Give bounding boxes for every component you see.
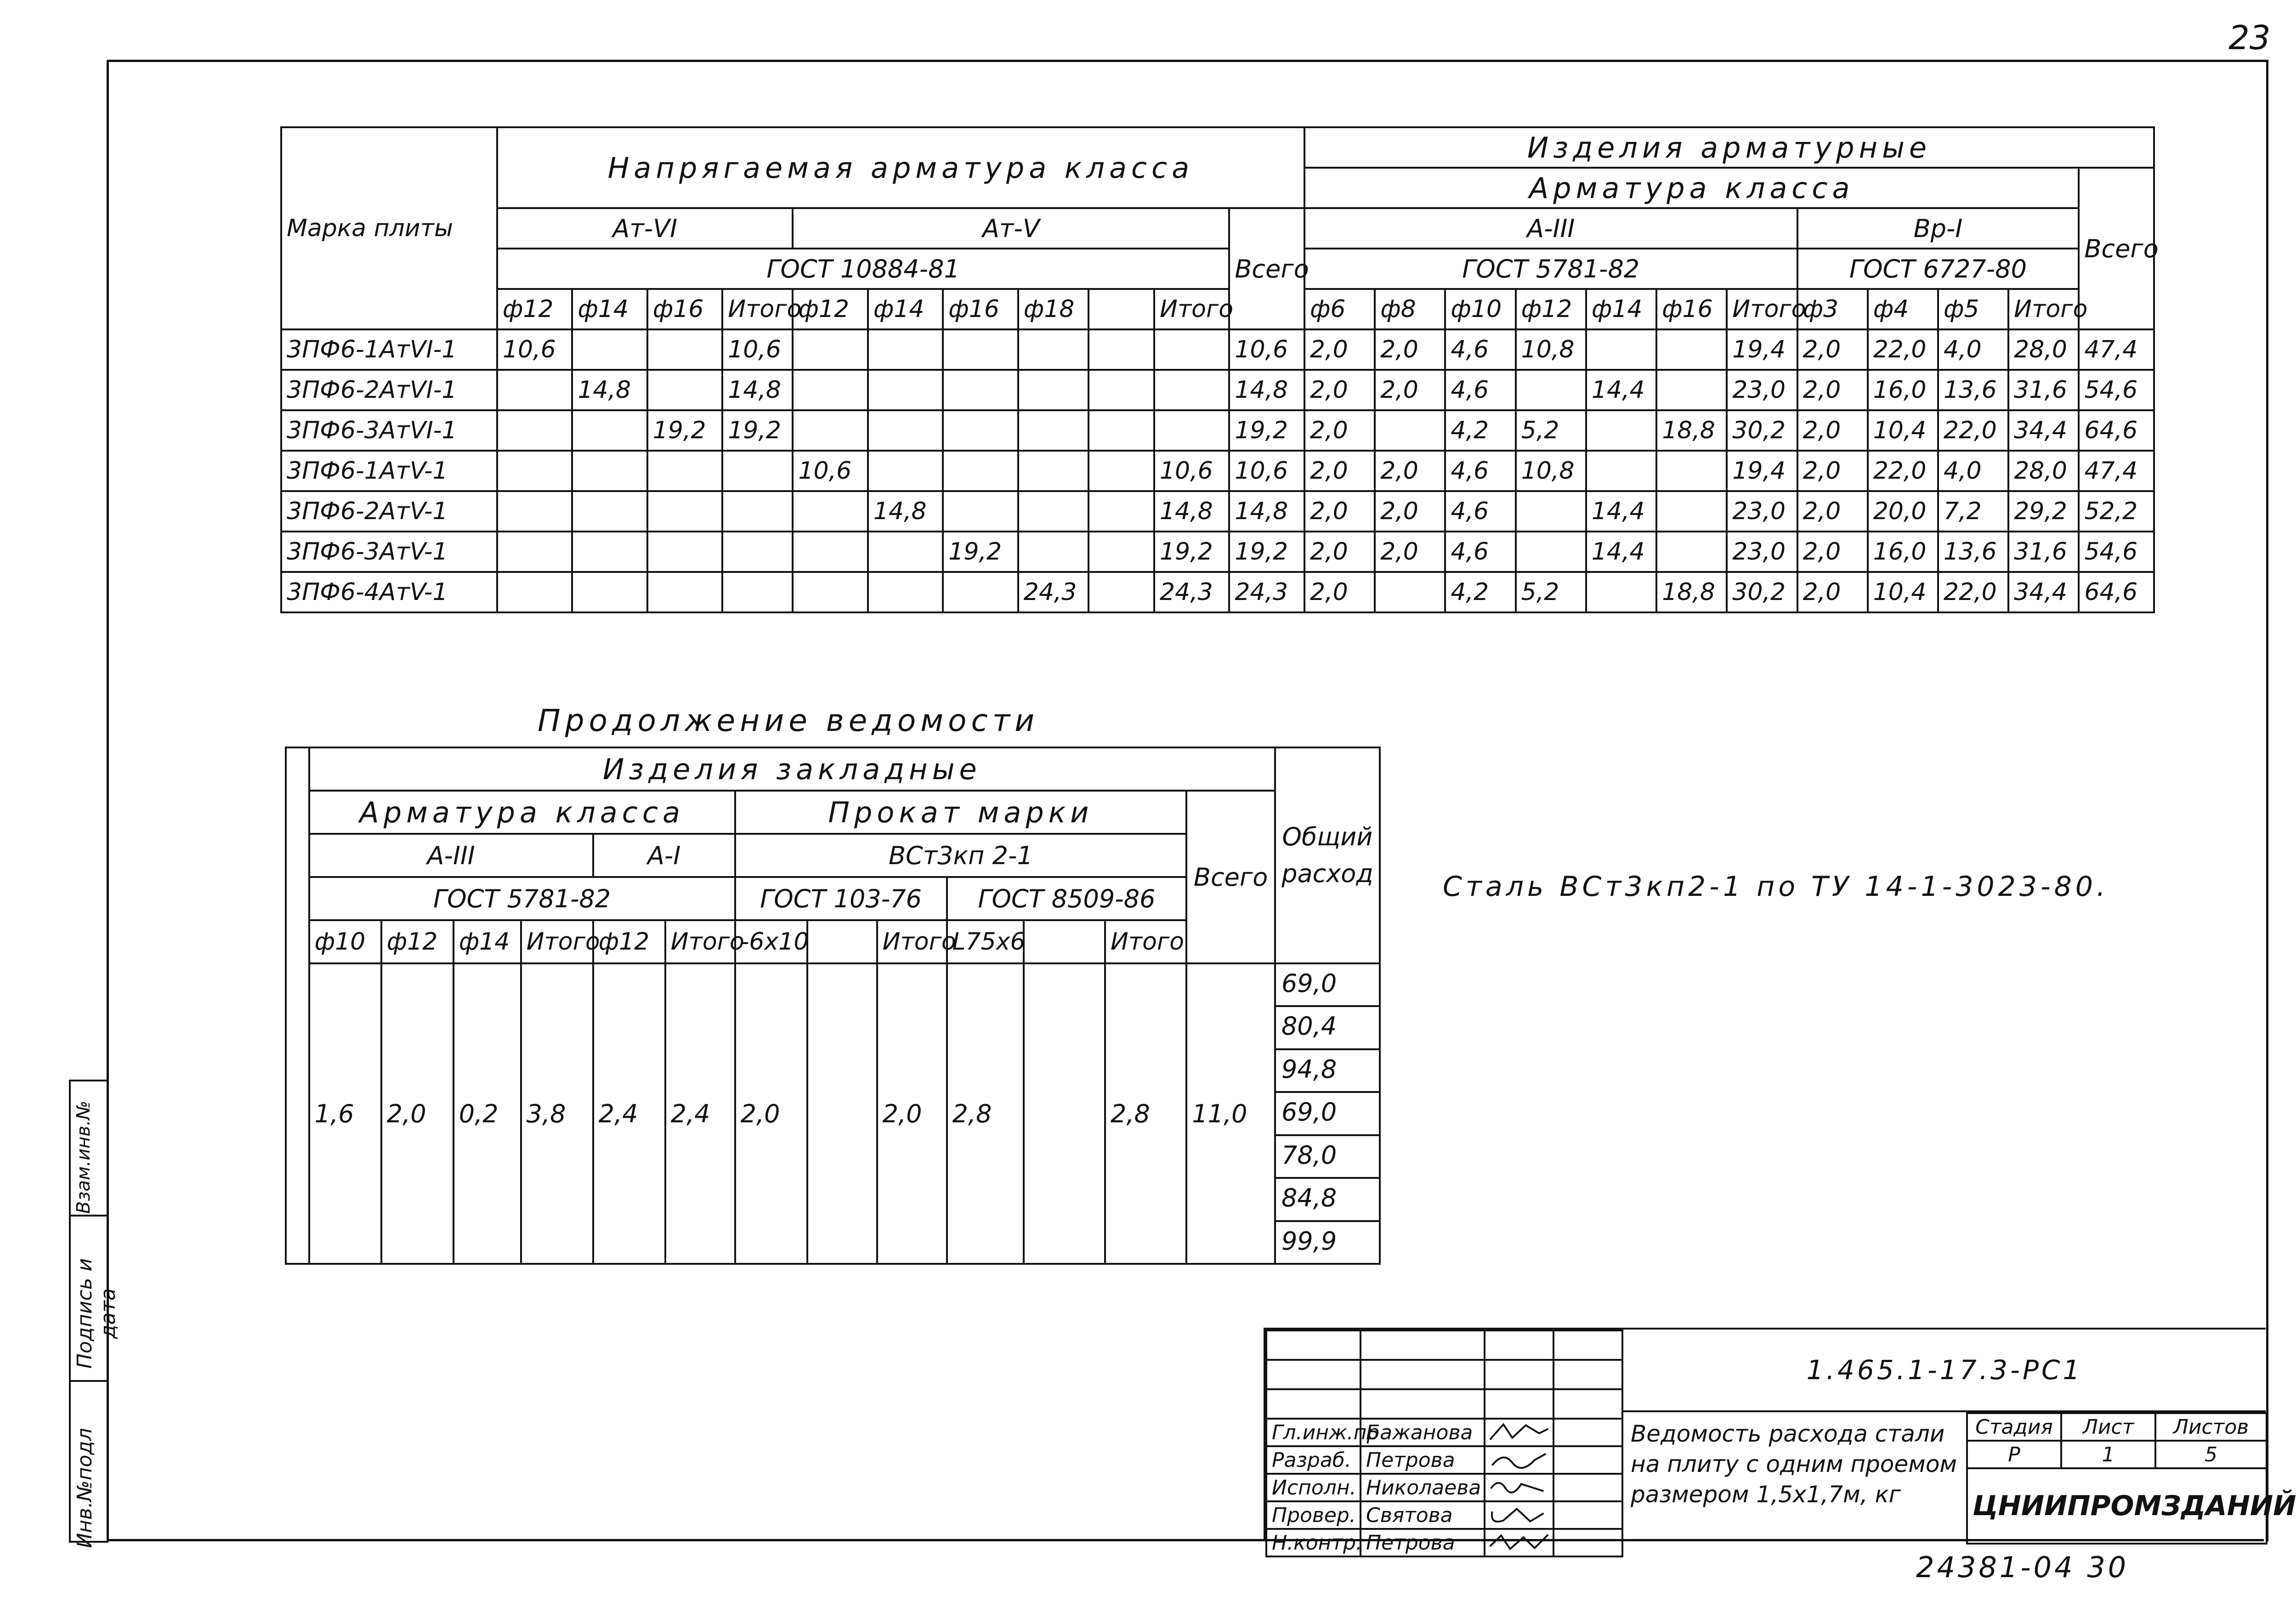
- hdr-total-left: Всего: [1229, 208, 1304, 329]
- embedded-items-table: [285, 747, 1381, 1265]
- hdr-gost-8509: ГОСТ 8509-86: [947, 877, 1187, 920]
- signature-row: Провер. Святова: [1266, 1501, 1622, 1529]
- hdr-rebar-class: Арматура класса: [1304, 168, 2079, 208]
- sheet-title: Ведомость расхода стали на плиту с одним проемом размером 1,5х1,7м, кг: [1621, 1412, 1966, 1541]
- hdr-embedded-items: Изделия закладные: [309, 747, 1275, 791]
- signature-mark: [1485, 1420, 1553, 1445]
- stage-label: Стадия: [1967, 1413, 2061, 1441]
- signature-mark: [1485, 1475, 1553, 1500]
- total-value: 78,0: [1276, 1136, 1379, 1179]
- stage-value: Р: [1967, 1441, 2061, 1468]
- table-row: 3ПФ6-3АтVI-1 19,2 19,2 19,2 2,0 4,2 5,2 18,8 30,2 2,0 10,4 22,0 34,4 64,6: [281, 410, 2154, 451]
- signature-row: Исполн. Николаева: [1266, 1474, 1622, 1501]
- sheets-value: 5: [2155, 1441, 2267, 1468]
- table2-values-row: 1,6 2,0 0,2 3,8 2,4 2,4 2,0 2,0 2,8 2,8 11,0 69,0 80,4 94,8 69,0 78,0 84,8 99,9: [286, 963, 1380, 1264]
- total-value: 80,4: [1276, 1007, 1379, 1050]
- continuation-title: Продолжение ведомости: [538, 703, 1039, 738]
- sheet-label: Лист: [2061, 1413, 2155, 1441]
- reinforcement-table: [280, 126, 2159, 613]
- table2-diameter-row: ф10 ф12 ф14 Итого ф12 Итого -6х10 Итого L75х6 Итого: [286, 920, 1380, 963]
- hdr-at5: Ат-V: [793, 208, 1229, 249]
- hdr-gost-6727: ГОСТ 6727-80: [1797, 249, 2079, 289]
- signature-row: Разраб. Петрова: [1266, 1446, 1622, 1474]
- col-plate-mark: Марка плиты: [281, 127, 497, 329]
- total-value: 84,8: [1276, 1179, 1379, 1222]
- left-margin-cell: [286, 747, 309, 1264]
- hdr-gost-103: ГОСТ 103-76: [735, 877, 947, 920]
- bottom-code: 24381-04 30: [1916, 1550, 2129, 1584]
- diameter-header-row: ф12 ф14 ф16 Итого ф12 ф14 ф16 ф18 Итого ф6 ф8 ф10 ф12 ф14 ф16 Итого ф3 ф4 ф5 Итого: [281, 289, 2154, 329]
- hdr-gost-5781-2: ГОСТ 5781-82: [309, 877, 735, 920]
- table-row: 3ПФ6-2АтV-1 14,8 14,8 14,8 2,0 2,0 4,6 14,4 23,0 2,0 20,0 7,2 29,2 52,2: [281, 491, 2154, 532]
- hdr-gost-10884: ГОСТ 10884-81: [497, 249, 1230, 289]
- table-row: 3ПФ6-1АтVI-1 10,6 10,6 10,6 2,0 2,0 4,6 10,8 19,4 2,0 22,0 4,0 28,0 47,4: [281, 329, 2154, 370]
- hdr-vr1: Вр-I: [1797, 208, 2079, 249]
- table-row: 3ПФ6-2АтVI-1 14,8 14,8 14,8 2,0 2,0 4,6 14,4 23,0 2,0 16,0 13,6 31,6 54,6: [281, 370, 2154, 410]
- stage-sheet-table: [1966, 1412, 2296, 1545]
- page-number: 23: [2228, 18, 2271, 57]
- signature-mark: [1485, 1502, 1553, 1528]
- total-value: 99,9: [1281, 1226, 1337, 1256]
- title-block: [1264, 1328, 2296, 1555]
- table-row: 3ПФ6-1АтV-1 10,6 10,6 10,6 2,0 2,0 4,6 10,8 19,4 2,0 22,0 4,0 28,0 47,4: [281, 451, 2154, 491]
- hdr-total-2: Всего: [1186, 791, 1275, 963]
- hdr-a1: А-I: [593, 834, 735, 877]
- title-block-signatures: [1265, 1330, 1623, 1557]
- hdr-vst3kp: ВСт3кп 2-1: [735, 834, 1187, 877]
- hdr-a3-2: А-III: [309, 834, 593, 877]
- margin-stamp: [69, 1080, 120, 1548]
- organization: ЦНИИПРОМЗДАНИЙ: [1967, 1468, 2267, 1544]
- totals-column: [1275, 963, 1380, 1264]
- hdr-prestressed: Напрягаемая арматура класса: [497, 127, 1304, 208]
- sheet-value: 1: [2061, 1441, 2155, 1468]
- sheets-label: Листов: [2155, 1413, 2267, 1441]
- hdr-rebar-class-2: Арматура класса: [309, 791, 735, 834]
- hdr-gost-5781: ГОСТ 5781-82: [1304, 249, 1797, 289]
- hdr-at6: Ат-VI: [497, 208, 793, 249]
- stamp-inv-orig: Инв.№подл: [73, 1428, 96, 1548]
- total-value: 69,0: [1276, 964, 1379, 1007]
- signature-row: Н.контр. Петрова: [1266, 1529, 1622, 1556]
- hdr-a3: А-III: [1304, 208, 1797, 249]
- hdr-rebar-products: Изделия арматурные: [1304, 127, 2154, 168]
- steel-note: Сталь ВСт3кп2-1 по ТУ 14-1-3023-80.: [1443, 871, 2109, 903]
- hdr-total-consumption: Общий расход: [1275, 747, 1380, 963]
- doc-number: 1.465.1-17.3-РС1: [1621, 1330, 2266, 1412]
- signature-mark: [1485, 1530, 1553, 1556]
- signature-row: Гл.инж.пр Бажанова: [1266, 1419, 1622, 1446]
- total-value: 69,0: [1276, 1093, 1379, 1136]
- table-row: 3ПФ6-4АтV-1 24,3 24,3 24,3 2,0 4,2 5,2 18,8 30,2 2,0 10,4 22,0 34,4 64,6: [281, 572, 2154, 612]
- hdr-rolled-grade: Прокат марки: [735, 791, 1187, 834]
- hdr-total-right: Всего: [2079, 168, 2154, 329]
- stamp-inv-replace: Взам.инв.№: [73, 1100, 94, 1214]
- stamp-signature-date: Подпись и дата: [73, 1258, 120, 1369]
- total-value: 94,8: [1276, 1050, 1379, 1093]
- signature-mark: [1485, 1447, 1553, 1473]
- table-row: 3ПФ6-3АтV-1 19,2 19,2 19,2 2,0 2,0 4,6 14,4 23,0 2,0 16,0 13,6 31,6 54,6: [281, 532, 2154, 572]
